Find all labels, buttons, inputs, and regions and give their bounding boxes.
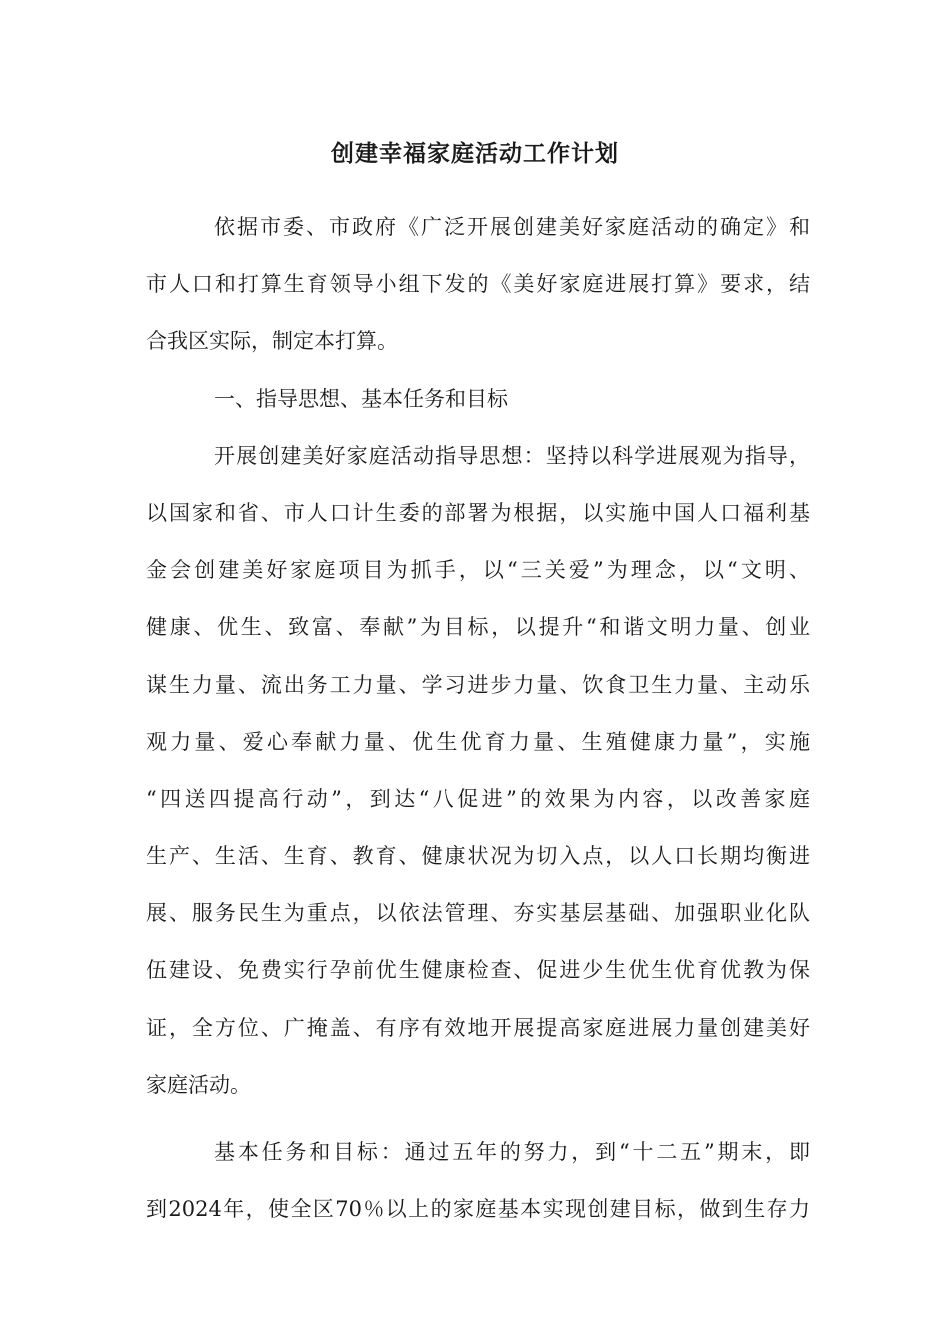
text-line: 伍建设、免费实行孕前优生健康检查、促进少生优生优育优教为保 (146, 958, 810, 983)
text-line: 市人口和打算生育领导小组下发的《美好家庭进展打算》要求，结 (146, 272, 810, 297)
text-line: 展、服务民生为重点，以依法管理、夯实基层基础、加强职业化队 (146, 901, 810, 926)
paragraph-tasks-goals (146, 1124, 810, 1238)
text-line: 到2024年，使全区70％以上的家庭基本实现创建目标，做到生存力 (146, 1197, 810, 1222)
text-line: 合我区实际，制定本打算。 (146, 329, 398, 354)
text-line: 谋生力量、流出务工力量、学习进步力量、饮食卫生力量、主动乐 (146, 672, 810, 697)
text-line: 金会创建美好家庭项目为抓手，以“三关爱”为理念，以“文明、 (146, 558, 810, 583)
document-body (146, 199, 810, 1238)
text-line: 基本任务和目标：通过五年的努力，到“十二五”期末，即 (214, 1140, 810, 1164)
text-line: “四送四提高行动”，到达“八促进”的效果为内容，以改善家庭 (146, 786, 810, 811)
text-line: 生产、生活、生育、教育、健康状况为切入点，以人口长期均衡进 (146, 844, 810, 869)
text-line: 一、指导思想、基本任务和目标 (214, 386, 508, 411)
paragraph-basis (146, 199, 810, 371)
text-line: 家庭活动。 (146, 1072, 251, 1097)
paragraph-gap (146, 1114, 810, 1124)
section-heading-1 (146, 371, 810, 428)
paragraph-guiding-thought (146, 428, 810, 1114)
document-title: 创建幸福家庭活动工作计划 (331, 140, 619, 167)
text-line: 证，全方位、广掩盖、有序有效地开展提高家庭进展力量创建美好 (146, 1015, 810, 1040)
text-line: 依据市委、市政府《广泛开展创建美好家庭活动的确定》和 (214, 215, 810, 239)
text-line: 以国家和省、市人口计生委的部署为根据，以实施中国人口福利基 (146, 500, 810, 525)
text-line: 观力量、爱心奉献力量、优生优育力量、生殖健康力量”，实施 (146, 729, 810, 754)
text-line: 开展创建美好家庭活动指导思想：坚持以科学进展观为指导， (214, 443, 810, 468)
text-line: 健康、优生、致富、奉献”为目标，以提升“和谐文明力量、创业 (146, 615, 810, 640)
